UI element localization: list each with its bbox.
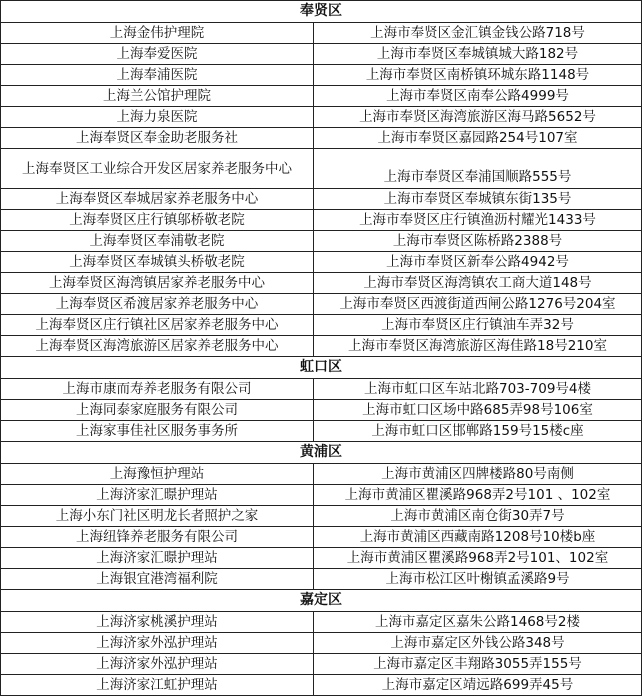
institution-address-cell: 上海市黄浦区西藏南路1208号10楼b座 (314, 527, 642, 548)
table-row (1, 23, 642, 44)
district-header: 奉贤区 (1, 1, 642, 23)
district-header-row (1, 1, 642, 23)
institution-name-cell: 上海奉贤区工业综合开发区居家养老服务中心 (1, 149, 314, 189)
institution-name-cell: 上海奉贤区庄行镇邬桥敬老院 (1, 210, 314, 231)
district-header-row (1, 442, 642, 464)
table-row (1, 569, 642, 590)
institution-name-cell: 上海奉贤区奉城镇头桥敬老院 (1, 252, 314, 273)
institution-address-cell: 上海市奉贤区海湾旅游区海佳路18号210室 (314, 336, 642, 357)
table-row (1, 252, 642, 273)
institution-name-cell: 上海银宜港湾福利院 (1, 569, 314, 590)
institution-address-cell: 上海市松江区叶榭镇孟溪路9号 (314, 569, 642, 590)
institution-name-cell: 上海市康而寿养老服务有限公司 (1, 379, 314, 400)
institution-name-cell: 上海济家汇暻护理站 (1, 548, 314, 569)
table-row (1, 210, 642, 231)
institution-name-cell: 上海兰公馆护理院 (1, 86, 314, 107)
table-row (1, 128, 642, 149)
district-header-row (1, 590, 642, 612)
table-row (1, 315, 642, 336)
table-row (1, 506, 642, 527)
institution-name-cell: 上海小东门社区明龙长者照护之家 (1, 506, 314, 527)
institution-name-cell: 上海济家外泓护理站 (1, 633, 314, 654)
institution-name-cell: 上海纽锋养老服务有限公司 (1, 527, 314, 548)
institution-address-cell: 上海市虹口区车站北路703-709号4楼 (314, 379, 642, 400)
institution-address-cell: 上海市奉贤区庄行镇渔沥村耀光1433号 (314, 210, 642, 231)
table-row (1, 654, 642, 675)
institution-name-cell: 上海家事佳社区服务事务所 (1, 421, 314, 442)
table-row (1, 336, 642, 357)
institution-address-cell: 上海市黄浦区瞿溪路968弄2号101、102室 (314, 548, 642, 569)
institution-address-cell: 上海市奉贤区奉浦国顺路555号 (314, 149, 642, 189)
institution-address-cell: 上海市虹口区邯郸路159号15楼c座 (314, 421, 642, 442)
district-header-row (1, 357, 642, 379)
table-row (1, 379, 642, 400)
table-row (1, 421, 642, 442)
institution-address-cell: 上海市奉贤区陈桥路2388号 (314, 231, 642, 252)
table-row (1, 86, 642, 107)
table-row (1, 633, 642, 654)
institution-address-cell: 上海市奉贤区西渡街道西闸公路1276号204室 (314, 294, 642, 315)
institution-address-cell: 上海市奉贤区嘉园路254号107室 (314, 128, 642, 149)
institution-address-cell: 上海市奉贤区南奉公路4999号 (314, 86, 642, 107)
institution-name-cell: 上海奉浦医院 (1, 65, 314, 86)
institution-address-cell: 上海市奉贤区奉城镇东街135号 (314, 189, 642, 210)
table-row (1, 527, 642, 548)
table-row (1, 107, 642, 128)
institution-address-cell: 上海市奉贤区南桥镇环城东路1148号 (314, 65, 642, 86)
table-row (1, 485, 642, 506)
institution-address-cell: 上海市奉贤区金汇镇金钱公路718号 (314, 23, 642, 44)
institution-name-cell: 上海豫恒护理站 (1, 464, 314, 485)
institution-address-cell: 上海市黄浦区四牌楼路80号南侧 (314, 464, 642, 485)
institution-name-cell: 上海奉贤区奉浦敬老院 (1, 231, 314, 252)
institution-name-cell: 上海奉贤区海湾旅游区居家养老服务中心 (1, 336, 314, 357)
institution-name-cell: 上海济家江虹护理站 (1, 675, 314, 696)
institution-address-cell: 上海市嘉定区外钱公路348号 (314, 633, 642, 654)
table-row (1, 149, 642, 189)
table-row (1, 400, 642, 421)
institution-name-cell: 上海济家汇暻护理站 (1, 485, 314, 506)
institution-address-cell: 上海市黄浦区瞿溪路968弄2号101 、102室 (314, 485, 642, 506)
institution-name-cell: 上海奉爱医院 (1, 44, 314, 65)
institution-address-cell: 上海市虹口区场中路685弄98号106室 (314, 400, 642, 421)
table-row (1, 548, 642, 569)
institution-address-cell: 上海市奉贤区海湾旅游区海马路5652号 (314, 107, 642, 128)
table-row (1, 231, 642, 252)
institution-name-cell: 上海奉贤区希渡居家养老服务中心 (1, 294, 314, 315)
institution-name-cell: 上海济家外泓护理站 (1, 654, 314, 675)
institution-name-cell: 上海同泰家庭服务有限公司 (1, 400, 314, 421)
institution-name-cell: 上海金伟护理院 (1, 23, 314, 44)
table-row (1, 273, 642, 294)
table-row (1, 65, 642, 86)
district-header: 黄浦区 (1, 442, 642, 464)
institution-address-cell: 上海市奉贤区庄行镇油车弄32号 (314, 315, 642, 336)
table-body (1, 1, 642, 696)
table-row (1, 294, 642, 315)
table-row (1, 464, 642, 485)
institution-address-cell: 上海市嘉定区靖远路699弄45号 (314, 675, 642, 696)
table-row (1, 44, 642, 65)
institution-address-cell: 上海市嘉定区嘉朱公路1468号2楼 (314, 612, 642, 633)
institution-name-cell: 上海济家桃溪护理站 (1, 612, 314, 633)
district-header: 嘉定区 (1, 590, 642, 612)
institution-name-cell: 上海奉贤区奉城居家养老服务中心 (1, 189, 314, 210)
institution-name-cell: 上海奉贤区庄行镇社区居家养老服务中心 (1, 315, 314, 336)
institution-name-cell: 上海奉贤区奉金助老服务社 (1, 128, 314, 149)
district-header: 虹口区 (1, 357, 642, 379)
institution-name-cell: 上海奉贤区海湾镇居家养老服务中心 (1, 273, 314, 294)
institution-name-cell: 上海力泉医院 (1, 107, 314, 128)
institution-address-cell: 上海市奉贤区奉城镇城大路182号 (314, 44, 642, 65)
table-row (1, 675, 642, 696)
institution-address-cell: 上海市嘉定区丰翔路3055弄155号 (314, 654, 642, 675)
institution-address-cell: 上海市奉贤区新奉公路4942号 (314, 252, 642, 273)
institution-address-cell: 上海市奉贤区海湾镇农工商大道148号 (314, 273, 642, 294)
table-row (1, 612, 642, 633)
institution-address-cell: 上海市黄浦区南仓街30弄7号 (314, 506, 642, 527)
table-row (1, 189, 642, 210)
